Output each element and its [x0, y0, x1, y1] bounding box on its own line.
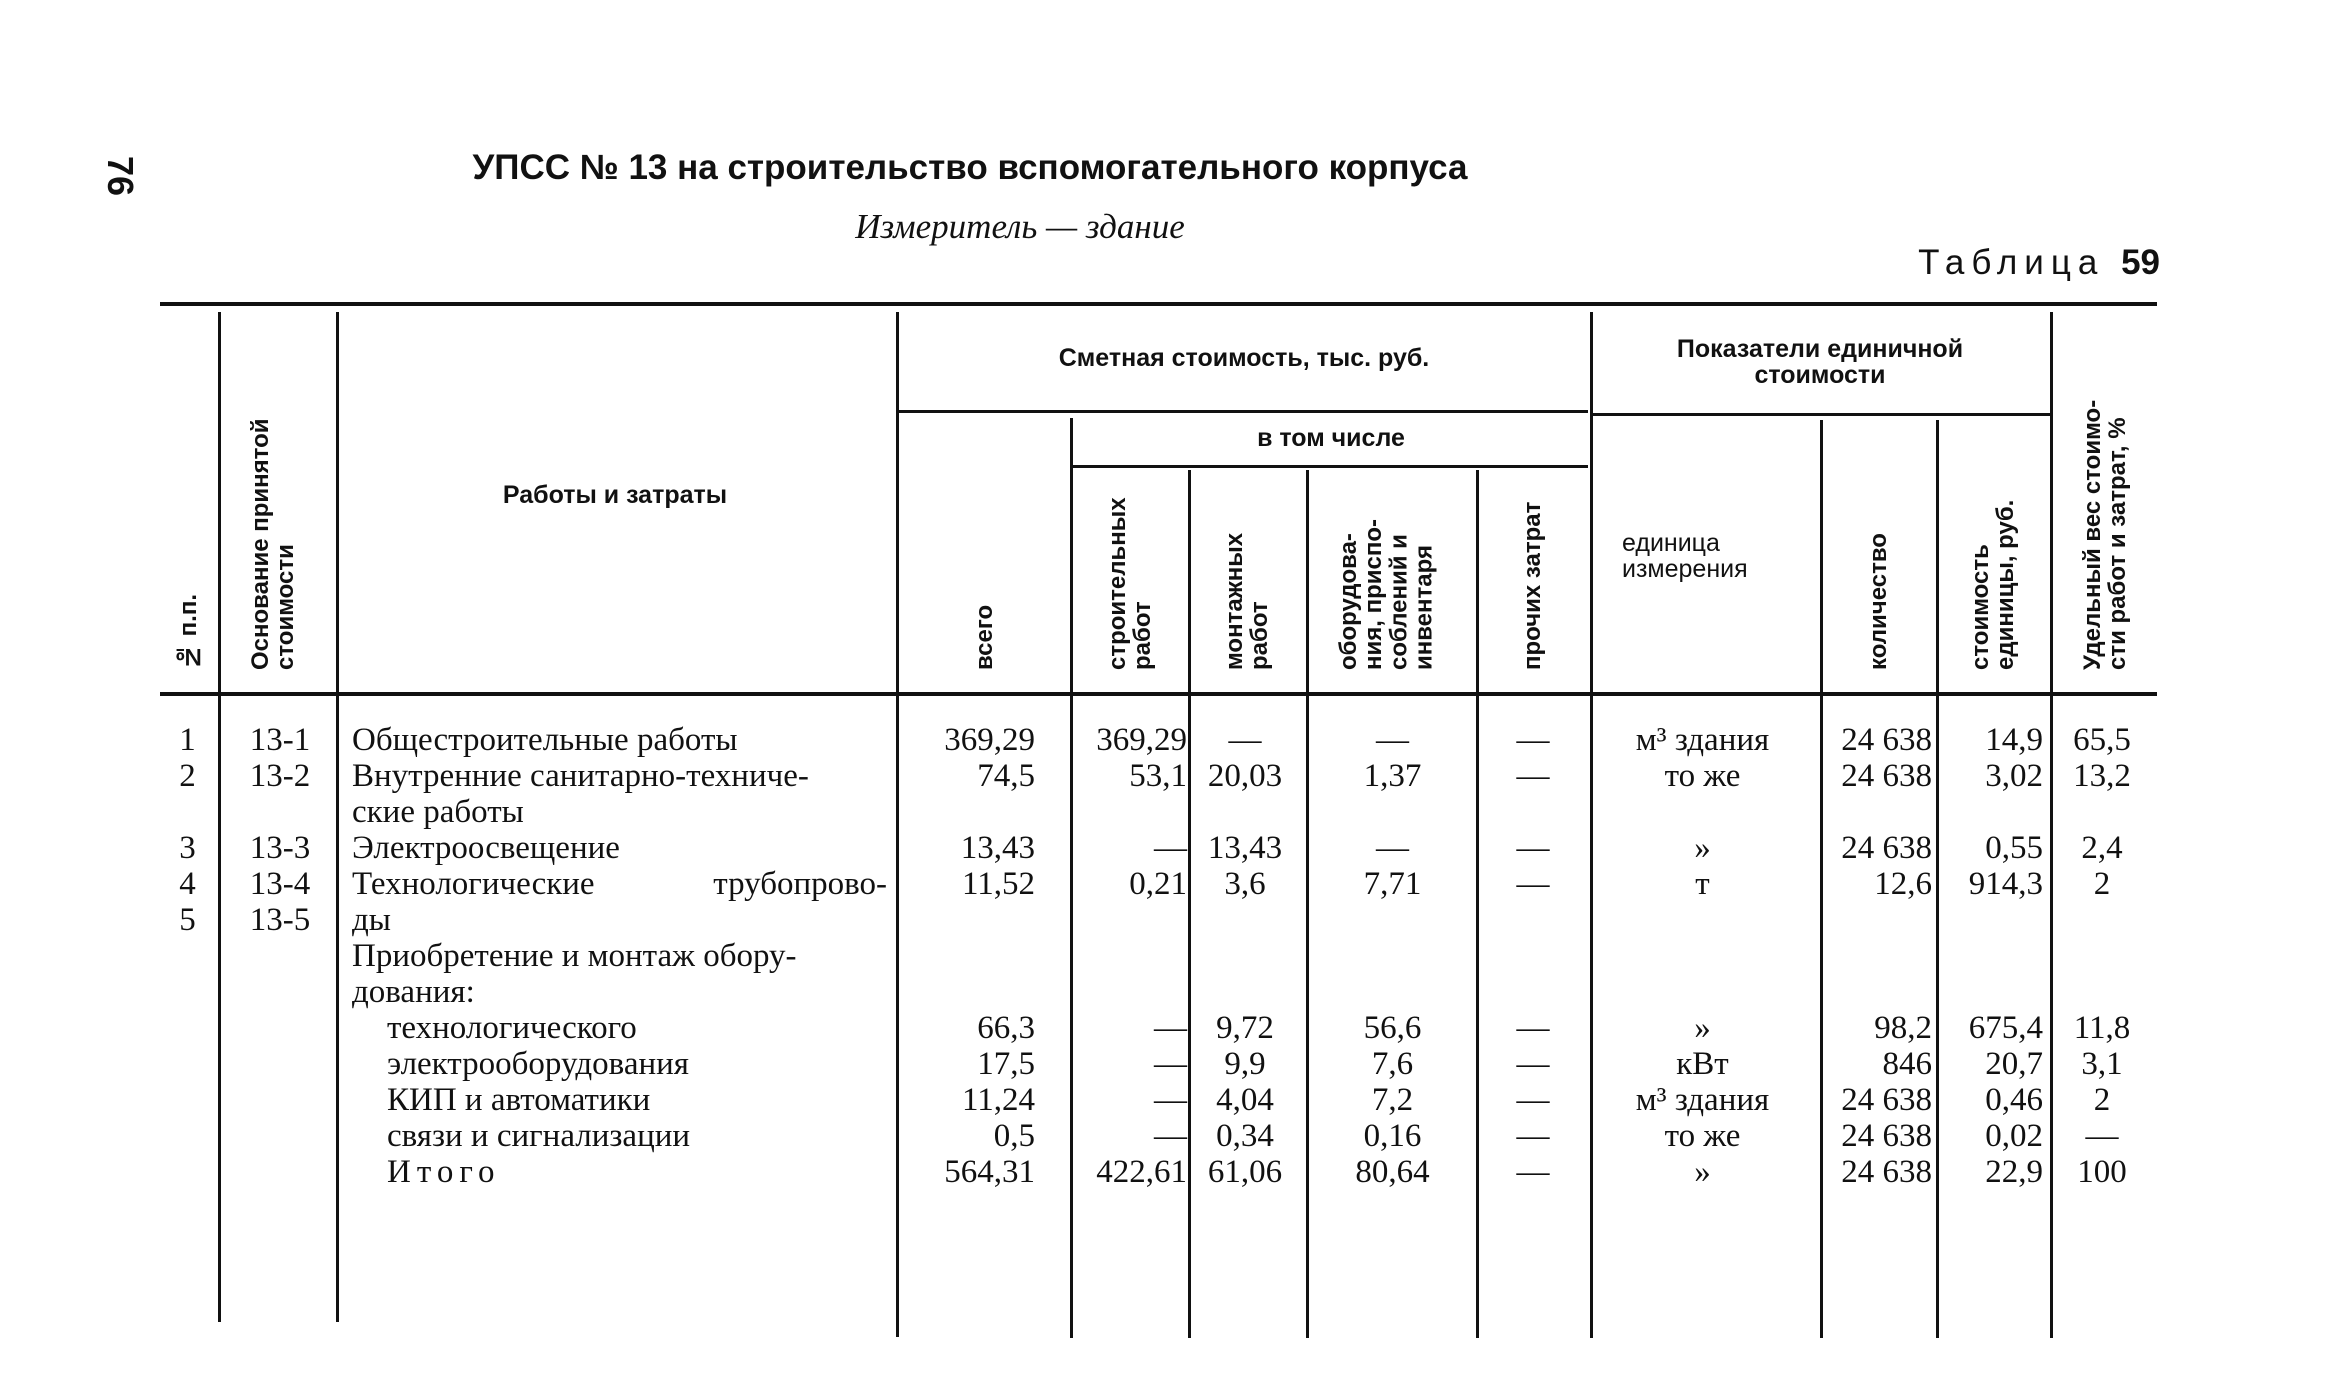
cell-unit: т — [1695, 866, 1710, 902]
cell-other: — — [1516, 1118, 1550, 1154]
cell-install: 20,03 — [1207, 758, 1283, 794]
cell-share: 2 — [2093, 866, 2111, 902]
cell-other: — — [1516, 1154, 1550, 1190]
table-label — [1918, 243, 2160, 283]
cell-total: 17,5 — [977, 1046, 1035, 1082]
cell-share: 100 — [2077, 1154, 2127, 1190]
cell-unit: кВт — [1676, 1046, 1729, 1082]
cell-other: — — [1516, 722, 1550, 758]
cell-share: — — [2085, 1118, 2119, 1154]
cell-constr: — — [1154, 1082, 1187, 1118]
header-other: прочих затрат — [1519, 501, 1546, 670]
cell-work: дования: — [352, 974, 475, 1010]
vline-2 — [336, 312, 339, 1322]
cell-constr: — — [1154, 1046, 1187, 1082]
cell-ucost: 675,4 — [1968, 1010, 2043, 1046]
cell-basis: 13-2 — [249, 758, 311, 794]
cell-unit: » — [1694, 1010, 1711, 1046]
page-number: 76 — [100, 155, 142, 197]
table-label-text: Таблица — [1918, 243, 2105, 282]
cell-constr: — — [1154, 830, 1187, 866]
cell-ucost: 0,02 — [1985, 1118, 2043, 1154]
cell-install: 9,72 — [1216, 1010, 1274, 1046]
page-subtitle: Измеритель — здание — [855, 207, 1185, 246]
cell-work-continuation: ские работы — [352, 794, 524, 830]
cell-work: КИП и автоматики — [387, 1082, 651, 1118]
vline-5 — [1188, 470, 1191, 1338]
header-unit: единица измерения — [1622, 529, 1748, 584]
cell-work: технологического — [387, 1010, 637, 1046]
cell-work: Итого — [387, 1154, 501, 1190]
cell-share: 2,4 — [2081, 830, 2123, 866]
cell-unit: м³ здания — [1635, 1082, 1770, 1118]
cell-equip: 0,16 — [1363, 1118, 1422, 1154]
header-incl: в том числе — [1257, 424, 1405, 452]
cell-install: 0,34 — [1216, 1118, 1274, 1154]
cell-work: Общестроительные работы — [352, 722, 738, 758]
cell-ucost: 914,3 — [1968, 866, 2043, 902]
cell-other: — — [1516, 830, 1550, 866]
cell-install: — — [1228, 722, 1262, 758]
cell-constr: 0,21 — [1129, 866, 1187, 902]
cell-constr: 53,1 — [1129, 758, 1187, 794]
cell-qty: 12,6 — [1874, 866, 1932, 902]
cell-other: — — [1516, 1046, 1550, 1082]
cell-equip: 7,71 — [1363, 866, 1422, 902]
cell-basis: 13-5 — [249, 902, 311, 938]
cell-work: Приобретение и монтаж обору- — [352, 938, 797, 974]
cell-qty: 98,2 — [1874, 1010, 1932, 1046]
cell-basis: 13-3 — [249, 830, 311, 866]
cell-num: 4 — [179, 866, 196, 902]
cell-total: 13,43 — [960, 830, 1035, 866]
cell-other: — — [1516, 758, 1550, 794]
cell-share: 2 — [2093, 1082, 2111, 1118]
cell-constr: 422,61 — [1096, 1154, 1187, 1190]
header-unit-group: Показатели единичной стоимости — [1676, 335, 1964, 390]
cell-work: Электроосвещение — [352, 830, 620, 866]
vline-1 — [218, 312, 221, 1322]
cell-num: 1 — [179, 722, 196, 758]
cell-share: 13,2 — [2073, 758, 2131, 794]
header-share: Удельный вес стоимо- сти работ и затрат, % — [2079, 399, 2132, 670]
cell-constr: 369,29 — [1096, 722, 1187, 758]
cell-num: 5 — [179, 902, 196, 938]
cell-unit: » — [1694, 1154, 1711, 1190]
cell-total: 74,5 — [977, 758, 1035, 794]
cell-total: 564,31 — [944, 1154, 1035, 1190]
rule-top — [160, 302, 2157, 306]
cell-unit: м³ здания — [1635, 722, 1770, 758]
header-total: всего — [971, 604, 998, 670]
table-number: 59 — [2121, 243, 2160, 282]
cell-work: связи и сигнализации — [387, 1118, 691, 1154]
cell-install: 61,06 — [1207, 1154, 1283, 1190]
rule-incl — [1072, 465, 1588, 468]
cell-basis: 13-1 — [249, 722, 311, 758]
header-works: Работы и затраты — [502, 481, 728, 509]
cell-other: — — [1516, 1082, 1550, 1118]
cell-work: Технологические трубопрово- — [352, 866, 887, 902]
cell-equip: — — [1376, 722, 1409, 758]
cell-ucost: 14,9 — [1985, 722, 2043, 758]
cell-unit: то же — [1664, 1118, 1741, 1154]
header-installation: монтажных работ — [1221, 532, 1274, 670]
header-cost-group: Сметная стоимость, тыс. руб. — [1058, 344, 1430, 372]
header-equipment: оборудова- ния, приспо- соблений и инвентаря — [1335, 519, 1438, 670]
cell-constr: — — [1154, 1118, 1187, 1154]
cell-qty: 24 638 — [1841, 830, 1932, 866]
cell-equip: 7,6 — [1371, 1046, 1414, 1082]
cell-unit: » — [1694, 830, 1711, 866]
rule-cost-group — [898, 410, 1588, 413]
cell-work: ды — [352, 902, 391, 938]
cell-constr: — — [1154, 1010, 1187, 1046]
header-construction: строительных работ — [1104, 497, 1157, 670]
cell-other: — — [1516, 1010, 1550, 1046]
rule-unit-group — [1592, 413, 2052, 416]
rule-header-bottom — [160, 692, 2157, 696]
cell-install: 9,9 — [1224, 1046, 1266, 1082]
cell-qty: 24 638 — [1841, 758, 1932, 794]
cell-equip: 80,64 — [1355, 1154, 1430, 1190]
cell-total: 11,24 — [961, 1082, 1035, 1118]
cell-share: 3,1 — [2081, 1046, 2123, 1082]
header-num: № п.п. — [175, 594, 202, 670]
vline-7 — [1476, 470, 1479, 1338]
cell-qty: 24 638 — [1841, 1118, 1932, 1154]
cell-num: 3 — [179, 830, 196, 866]
cell-total: 369,29 — [944, 722, 1035, 758]
cell-ucost: 20,7 — [1985, 1046, 2043, 1082]
cell-equip: 7,2 — [1371, 1082, 1414, 1118]
cell-equip: 1,37 — [1363, 758, 1422, 794]
cell-unit: то же — [1664, 758, 1741, 794]
cell-ucost: 22,9 — [1985, 1154, 2043, 1190]
header-quantity: количество — [1865, 533, 1892, 670]
cell-total: 66,3 — [977, 1010, 1035, 1046]
cell-equip: 56,6 — [1363, 1010, 1422, 1046]
cell-qty: 24 638 — [1841, 1082, 1932, 1118]
vline-8 — [1590, 312, 1593, 1338]
cell-ucost: 3,02 — [1985, 758, 2043, 794]
cell-total: 11,52 — [961, 866, 1035, 902]
cell-qty: 846 — [1882, 1046, 1932, 1082]
vline-6 — [1306, 470, 1309, 1338]
header-basis: Основание принятой стоимости — [247, 418, 300, 670]
cell-total: 0,5 — [993, 1118, 1035, 1154]
cell-install: 4,04 — [1216, 1082, 1274, 1118]
cell-qty: 24 638 — [1841, 1154, 1932, 1190]
page-title: УПСС № 13 на строительство вспомогательного корпуса — [472, 148, 1468, 187]
cell-other: — — [1516, 866, 1550, 902]
cell-work: электрооборудования — [387, 1046, 689, 1082]
cell-share: 65,5 — [2073, 722, 2131, 758]
cell-equip: — — [1376, 830, 1409, 866]
header-unit-cost: стоимость единицы, руб. — [1967, 499, 2020, 670]
cell-qty: 24 638 — [1841, 722, 1932, 758]
cell-basis: 13-4 — [249, 866, 311, 902]
cell-install: 13,43 — [1207, 830, 1283, 866]
cell-ucost: 0,46 — [1985, 1082, 2043, 1118]
cell-num: 2 — [179, 758, 196, 794]
cell-share: 11,8 — [2073, 1010, 2131, 1046]
cell-work: Внутренние санитарно-техниче- — [352, 758, 809, 794]
cell-install: 3,6 — [1224, 866, 1266, 902]
cell-ucost: 0,55 — [1985, 830, 2043, 866]
